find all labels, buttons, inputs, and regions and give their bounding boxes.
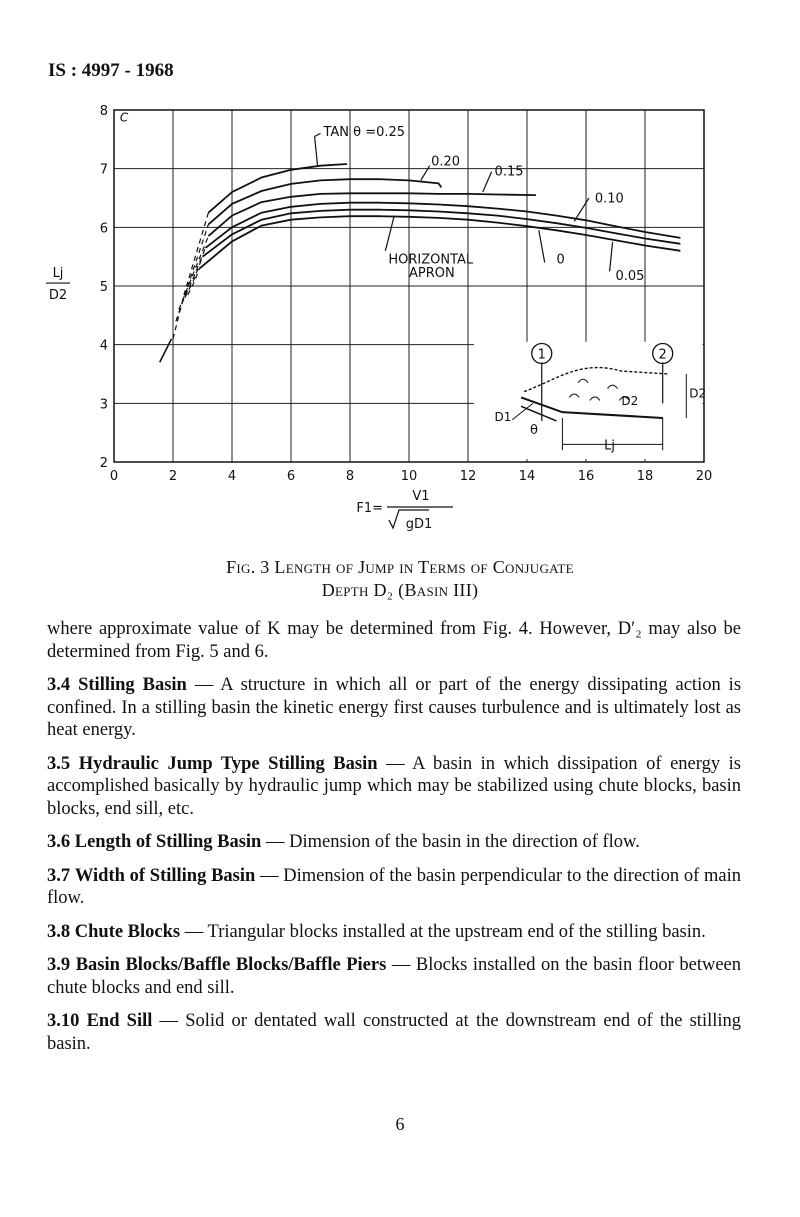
- x-axis-denominator: gD1: [405, 517, 433, 532]
- y-axis-label-bottom: D2: [48, 288, 68, 304]
- paragraph-3-9-term: Basin Blocks/Baffle Blocks/Baffle Piers: [75, 955, 387, 975]
- inset-background: [474, 342, 703, 459]
- label-005: 0.05: [615, 269, 645, 285]
- x-tick-label-4: 4: [227, 469, 237, 484]
- paragraph-3-9-num: 3.9: [47, 955, 71, 975]
- y-tick-label-8: 8: [99, 104, 108, 119]
- y-tick-label-7: 7: [99, 162, 108, 178]
- paragraph-3-8-text: Triangular blocks installed at the upstream end of the stilling basin.: [207, 921, 706, 942]
- inset-d2-outer-label: D2: [689, 386, 707, 401]
- leader-0: [539, 230, 545, 262]
- x-tick-label-12: 12: [459, 469, 477, 484]
- y-tick-label-2: 2: [99, 456, 108, 471]
- series-curve-4: [203, 210, 681, 257]
- label-010: 0.10: [594, 191, 624, 207]
- x-tick-label-10: 10: [400, 469, 418, 484]
- leader-005: [610, 242, 613, 271]
- label-horizontal: HORIZONTAL: [388, 252, 474, 268]
- paragraph-3-7: 3.7 Width of Stilling Basin — Dimension of the basin perpendicular to the direction of main flow.: [47, 865, 742, 908]
- inset-section-2-label: 2: [658, 347, 667, 363]
- x-tick-label-0: 0: [109, 469, 119, 484]
- label-015: 0.15: [494, 164, 524, 180]
- y-tick-label-4: 4: [99, 338, 108, 354]
- figure-caption: [0, 556, 800, 602]
- y-tick-label-3: 3: [99, 397, 108, 413]
- x-tick-label-20: 20: [695, 469, 713, 484]
- paragraph-3-10-term: End Sill: [86, 1011, 153, 1031]
- paragraph-3-4: 3.4 Stilling Basin — A structure in which all or part of the energy dissipating action is confined. In a stilling basin the kinetic energy first causes turbulence and is ultimately lost as heat energy.: [47, 675, 742, 740]
- paragraph-3-7-num: 3.7: [47, 865, 71, 886]
- inset-section-1-label: 1: [537, 347, 546, 363]
- inset-d2-inner-label: D2: [621, 394, 639, 409]
- paragraph-3-5-num: 3.5: [47, 753, 71, 774]
- leader-010: [574, 198, 589, 221]
- inset-d1-label: D1: [494, 409, 512, 424]
- jump-length-chart: [40, 100, 740, 550]
- inset-theta-label: θ: [529, 422, 538, 438]
- y-axis-label-top: Lj: [52, 266, 64, 282]
- paragraph-3-6-text: Dimension of the basin in the direction of flow.: [289, 832, 640, 852]
- series-curve-3: [205, 203, 680, 248]
- x-tick-label-14: 14: [518, 469, 536, 484]
- paragraph-3-7-text: Dimension of the basin perpendicular to the direction of main flow.: [47, 865, 742, 908]
- paragraph-3-5-term: Hydraulic Jump Type Stilling Basin: [78, 753, 378, 774]
- x-tick-label-18: 18: [636, 469, 654, 484]
- paragraph-3-6-term: Length of Stilling Basin: [74, 832, 262, 852]
- label-020: 0.20: [431, 154, 461, 170]
- curve-dashed-3: [182, 248, 206, 304]
- y-tick-label-6: 6: [99, 221, 108, 237]
- leader-015: [483, 172, 492, 193]
- paragraph-3-8: 3.8 Chute Blocks — Triangular blocks installed at the upstream end of the stilling basin.: [47, 921, 706, 942]
- paragraph-3-8-term: Chute Blocks: [74, 921, 181, 942]
- paragraph-3-6-num: 3.6: [47, 832, 71, 852]
- leader-tan-hook: [315, 133, 321, 136]
- paragraph-3-7-term: Width of Stilling Basin: [74, 865, 256, 886]
- y-tick-label-5: 5: [99, 280, 108, 295]
- document-header: IS : 4997 - 1968: [48, 60, 174, 81]
- x-tick-label-6: 6: [286, 469, 296, 484]
- inset-lj-label: Lj: [604, 438, 616, 454]
- paragraph-3-8-num: 3.8: [47, 921, 71, 942]
- paragraph-3-9: 3.9 Basin Blocks/Baffle Blocks/Baffle Piers — Blocks installed on the basin floor between chute blocks and end sill.: [47, 955, 742, 998]
- curve-dashed-2: [179, 236, 209, 309]
- paragraph-3-5: 3.5 Hydraulic Jump Type Stilling Basin — A basin in which dissipation of energy is accomplished basically by hydraulic jump which may be stabilized using chute blocks, basin blocks, end sill, etc.: [47, 753, 742, 819]
- label-0: 0: [556, 252, 565, 268]
- x-tick-label-16: 16: [577, 469, 595, 484]
- corner-glyph: C: [119, 110, 129, 125]
- paragraph-3-4-term: Stilling Basin: [78, 675, 187, 695]
- curve-dashed-1: [176, 224, 209, 321]
- label-tan: TAN θ =0.25: [323, 124, 406, 140]
- caption-line-2: Depth D₂ (Basin III): [321, 580, 479, 600]
- leader-020: [421, 166, 430, 181]
- paragraph-3-10: 3.10 End Sill — Solid or dentated wall constructed at the downstream end of the stilling basin.: [47, 1011, 742, 1054]
- x-axis-numerator: V1: [412, 489, 430, 504]
- paragraph-3-6: 3.6 Length of Stilling Basin — Dimension of the basin in the direction of flow.: [47, 832, 640, 852]
- x-axis-prefix: F1=: [356, 501, 383, 516]
- paragraph-3-10-text: Solid or dentated wall constructed at the downstream end of the stilling basin.: [47, 1011, 742, 1054]
- paragraph-3-4-num: 3.4: [47, 675, 71, 695]
- body-text: [47, 618, 741, 1066]
- leader-tan: [315, 136, 318, 165]
- paragraph-3-4-text: A structure in which all or part of the energy dissipating action is confined. In a stilling basin the kinetic energy first causes turbulence and is ultimately lost as heat energy.: [47, 675, 742, 740]
- paragraph-0: [47, 618, 741, 663]
- curve-lower-start: [160, 339, 172, 362]
- paragraph-3-5-text: A basin in which dissipation of energy is accomplished basically by hydraulic jump which may be stabilized using chute blocks, basin blocks, end sill, etc.: [47, 753, 742, 819]
- x-tick-label-8: 8: [345, 469, 355, 484]
- caption-line-1: Fig. 3 Length of Jump in Terms of Conjugate: [226, 557, 574, 577]
- page-number: 6: [395, 1114, 405, 1134]
- paragraph-0-text: where approximate value of K may be determined from Fig. 4. However, D′₂ may also be determined from Fig. 5 and 6.: [47, 619, 741, 662]
- paragraph-3-10-num: 3.10: [47, 1011, 80, 1031]
- x-tick-label-2: 2: [168, 469, 178, 484]
- paragraph-3-9-text: Blocks installed on the basin floor between chute blocks and end sill.: [47, 955, 742, 998]
- label-apron: APRON: [409, 266, 455, 282]
- leader-horizontal: [385, 216, 394, 251]
